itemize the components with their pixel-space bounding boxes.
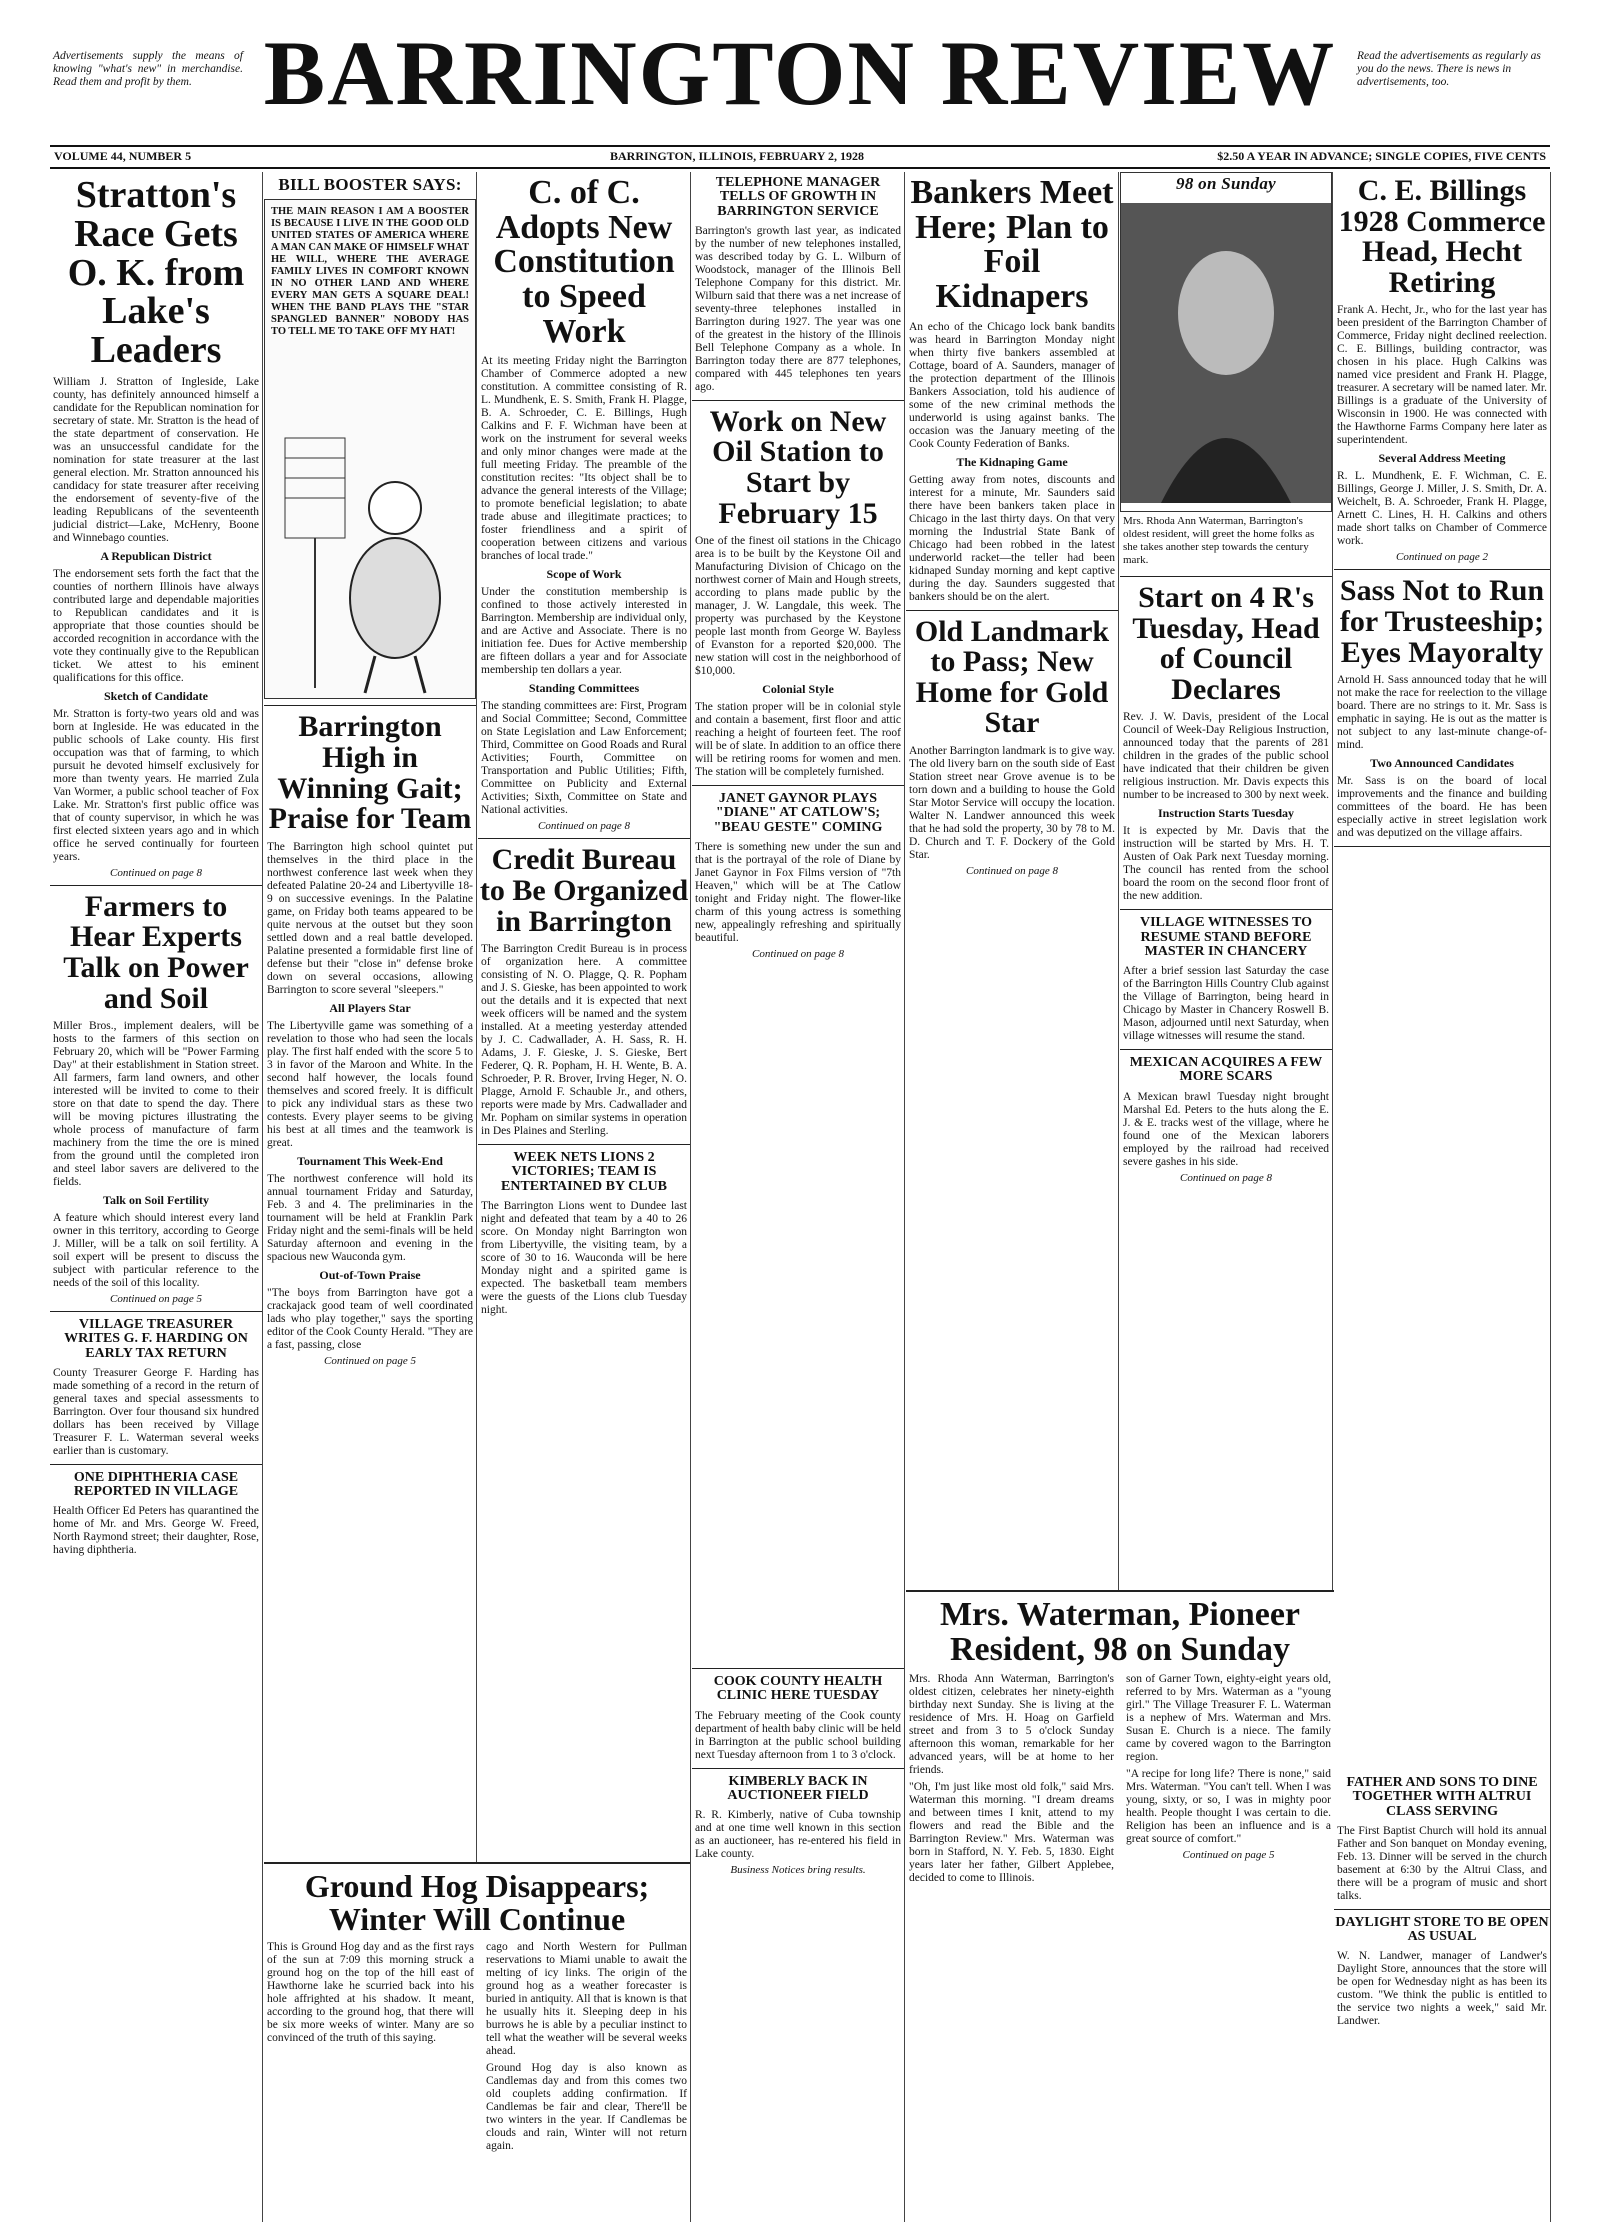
headline-mexican: MEXICAN ACQUIRES A FEW MORE SCARS — [1129, 1055, 1323, 1085]
article-text: Miller Bros., implement dealers, will be hosts to the farmers of this section on February 20, which will be "Power Farming Day" at their establishment in Station street. All farmers, farm land owners, and other interested will be invited to come to their store on that date to spend the day. There will be moving pictures illustrating the whole process of manufacture of farm machinery from the time the ore is mined from the ground until the completed iron and steel labor savers are delivered to the fields. — [53, 1020, 259, 1189]
article-text: One of the finest oil stations in the Chicago area is to be built by the Keystone Oil and Manufacturing Division of Chicago on the northwest corner of Main and Hough streets, according to plans made public by the manager, J. W. Langdale, this week. The property was purchased by the Keystone people last month from George W. Bayless of Evanston for a reported $20,000. The new station will cost in the neighborhood of $10,000. — [695, 535, 901, 678]
bill-booster-cartoon — [264, 199, 476, 699]
subhead: Sketch of Candidate — [103, 688, 208, 703]
photo-caption: Mrs. Rhoda Ann Waterman, Barrington's oldest resident, will greet the home folks as she takes another step towards the century mark. — [1123, 515, 1315, 566]
continued-note: Continued on page 5 — [1182, 1849, 1275, 1862]
divider — [264, 705, 476, 706]
waterman-story — [906, 1590, 1334, 2224]
article-text: The station proper will be in colonial style and contain a basement, first floor and attic reaching a height of fourteen feet. The roof will be of slate. In addition to an office there will be retiring rooms for women and men. The station will be completely furnished. — [695, 701, 901, 779]
subhead: Tournament This Week-End — [297, 1153, 443, 1168]
divider — [1334, 569, 1550, 570]
headline-diphtheria: ONE DIPHTHERIA CASE REPORTED IN VILLAGE — [73, 1469, 239, 1500]
headline-four-rs: Start on 4 R's Tuesday, Head of Council Declares — [1132, 581, 1320, 706]
headline-bankers: Bankers Meet Here; Plan to Foil Kidnapers — [910, 174, 1114, 316]
divider — [906, 610, 1118, 611]
continued-note: Continued on page 5 — [110, 1293, 202, 1306]
divider — [50, 1311, 262, 1312]
headline-landmark: Old Landmark to Pass; New Home for Gold Star — [914, 614, 1110, 740]
headline-farmers: Farmers to Hear Experts Talk on Power and Soil — [63, 889, 249, 1015]
divider — [1120, 576, 1332, 577]
headline-sass: Sass Not to Run for Trusteeship; Eyes Mayoralty — [1339, 574, 1545, 669]
business-notice: Business Notices bring results. — [730, 1864, 866, 1877]
waterman-photo — [1120, 172, 1332, 512]
subhead: Scope of Work — [546, 567, 622, 582]
booster-figure-icon — [265, 398, 475, 698]
article-text: Barrington's growth last year, as indicated by the number of new telephones installed, was described today by G. L. Wilburn of Woodstock, manager of the Illinois Bell Telephone Company for this district. Mr. Wilburn said that there was a net increase of seventy-three telephones installed in Barrington during 1927. The year was one of the greatest in the history of the Illinois Bell Telephone Company as a whole. In Barrington today there are 877 telephones, compared with 445 telephones ten years ago. — [695, 224, 901, 393]
headline-janet-gaynor: JANET GAYNOR PLAYS "DIANE" AT CATLOW'S; "BEAU GESTE" COMING — [713, 791, 883, 835]
article-text: Frank A. Hecht, Jr., who for the last year has been president of the Barrington Chamber of Commerce, Friday night declined reelection. C. E. Billings, building contractor, was chosen in his place. Hugh Calkins was named vice president and Frank H. Plagge, treasurer. A secretary will be named later. Mr. Billings is a graduate of the University of Wisconsin in 1900. He was connected with the Hawthorne Farms Company here later as superintendent. — [1337, 304, 1547, 447]
article-text: Mr. Sass is on the board of local improvements and the finance and building committees of the board. He has been especially active in street legislation work and was deputized on the village affairs. — [1337, 775, 1547, 840]
article-text: The First Baptist Church will hold its annual Father and Son banquet on Monday evening, Feb. 13. Dinner will be served in the church basement at 6:30 by the Altrui Class, and there will be a program of music and short talks. — [1337, 1824, 1547, 1902]
volume-number: VOLUME 44, NUMBER 5 — [54, 149, 192, 163]
headline-oil-station: Work on New Oil Station to Start by February 15 — [709, 404, 887, 530]
subhead: Instruction Starts Tuesday — [1157, 806, 1295, 821]
column-4-lower — [692, 1662, 904, 2222]
article-text: The Libertyville game was something of a revelation to those who had seen the locals play. The first half ended with the score 5 to 3 in favor of the Maroon and White. In the second half however, the locals found themselves and scored freely. It is difficult to pick any individual stars as these two contests. Every player seems to be giving his best at all times and the teamwork is great. — [267, 1019, 473, 1149]
article-text: At its meeting Friday night the Barrington Chamber of Commerce adopted a new constitution. A committee consisting of R. L. Mundhenk, E. S. Smith, Frank H. Plagge, B. A. Schroeder, C. E. Billings, Hugh Calkins and F. F. Wichman have been at work on the instrument for several weeks and only minor changes were made at the full meeting Friday. The preamble of the constitution recites: "Its object shall be to advance the general interests of the Village; to promote beneficial legislation; to abate trade abuse and illegitimate practices; to foster friendliness and a spirit of cooperation between citizens and various branches of local trade." — [481, 355, 687, 563]
divider — [50, 1464, 262, 1465]
article-text: William J. Stratton of Ingleside, Lake county, has definitely announced himself a candidate for the Republican nomination for secretary of state. Mr. Stratton is the head of the state department of conservation. He was an unsuccessful candidate for the nomination for state treasurer at the last general election. Mr. Stratton announced his candidacy for state treasurer after receiving the endorsement of seventy-five of the leading Republicans of the seventeenth judicial district—Lake, McHenry, Boone and Winnebago counties. — [53, 375, 259, 544]
article-text: Ground Hog day is also known as Candlemas day and from this comes two old couplets adding confirmation. If Candlemas be fair and clear, There'll be two winters in the year. If Candlemas be clouds and rain, Winter will not return again. — [486, 2062, 687, 2153]
article-text: This is Ground Hog day and as the first rays of the sun at 7:09 this morning struck a ground hog on the top of the hill east of Hawthorne lake he scurried back into his hole affrighted at his shadow. It meant, according to the ground hog, that there will be six more weeks of winter. Many are so convinced of the truth of this saying. — [267, 1941, 474, 2045]
article-text: Arnold H. Sass announced today that he will not make the race for reelection to the village board. There are no strings to it. Mr. Sass is emphatic in saying. He is out as the matter is not subject to any last-minute change-of-mind. — [1337, 674, 1547, 752]
article-text: County Treasurer George F. Harding has made something of a record in the return of general taxes and special assessments to Barrington. Over four thousand six hundred dollars has been received by Village Treasurer F. L. Waterman several weeks earlier than is customary. — [53, 1366, 259, 1457]
headline-lions: WEEK NETS LIONS 2 VICTORIES; TEAM IS ENTERTAINED BY CLUB — [501, 1150, 667, 1194]
headline-constitution: C. of C. Adopts New Constitution to Speed Work — [493, 174, 675, 350]
article-text: The Barrington Credit Bureau is in process of organization here. A committee consisting of N. O. Plagge, Q. R. Popham and J. S. Gieske, has been appointed to work out the details and it is expected that next week officers will be named and the system installed. At a meeting yesterday attended by J. C. Cadwallader, A. H. Sass, R. H. Adams, J. F. Gieske, J. S. Gieske, Bert Federer, Q. R. Popham, H. H. Wente, B. A. Schroeder, P. R. Brover, Irving Heger, N. O. Plagge, Arnold F. Schauble Jr., and others, reports were made by Mrs. Cadwallader and Mr. Popham on similar systems in operation in Des Plaines and Sterling. — [481, 943, 688, 1138]
article-text: A Mexican brawl Tuesday night brought Marshal Ed. Peters to the huts along the E. J. & E. tracks west of the village, where he found one of the Mexican laborers employed by the railroad had received severe gashes in his side. — [1123, 1090, 1329, 1168]
place-date: BARRINGTON, ILLINOIS, FEBRUARY 2, 1928 — [610, 149, 864, 163]
article-text: Mr. Stratton is forty-two years old and was born at Ingleside. He was educated in the public schools of Lake county. His first occupation was that of farming, to which pursuit he devoted himself exclusively for more than twenty years. He married Zula Van Wormer, a public school teacher of Fox Lake. Mr. Stratton's first public office was that of county supervisor, in which he was first elected sixteen years ago and in which office he served continually for fourteen years. — [53, 707, 259, 863]
subhead: Two Announced Candidates — [1370, 756, 1514, 771]
article-text: Under the constitution membership is confined to those actively interested in Barrington. Membership are individual only, and are Active and Associate. There is no initiation fee. Dues for Active membership are fifteen dollars a year and for Associate membership ten dollars a year. — [481, 586, 687, 677]
article-text: Health Officer Ed Peters has quarantined the home of Mr. and Mrs. George W. Freed, North Raymond street; their daughter, Rose, having diphtheria. — [53, 1505, 259, 1557]
continued-note: Continued on page 8 — [752, 947, 844, 960]
cartoon-speech: THE MAIN REASON I AM A BOOSTER IS BECAUSE I LIVE IN THE GOOD OLD UNITED STATES OF AMERICA WHERE A MAN CAN MAKE OF HIMSELF WHAT HE WILL, WHERE THE AVERAGE FAMILY LIVES IN COMFORT KNOWN IN NO OTHER LAND AND WHERE EVERY MAN GETS A SQUARE DEAL! WHEN THE BAND PLAYS THE "STAR SPANGLED BANNER" NOBODY HAS TO TELL ME TO TAKE OFF MY HAT! — [271, 206, 469, 338]
subhead: Several Address Meeting — [1378, 451, 1506, 466]
headline-father-sons: FATHER AND SONS TO DINE TOGETHER WITH ALTRUI CLASS SERVING — [1346, 1775, 1538, 1819]
headline-bill-booster: BILL BOOSTER SAYS: — [278, 175, 462, 194]
article-text: It is expected by Mr. Davis that the instruction will be started by Mrs. H. T. Austen of Oak Park next Tuesday morning. The council has rented from the school board the room on the second floor front of the new addition. — [1123, 825, 1329, 903]
headline-credit-bureau: Credit Bureau to Be Organized in Barrington — [479, 843, 689, 938]
article-text: Mrs. Rhoda Ann Waterman, Barrington's oldest citizen, celebrates her ninety-eighth birthday next Sunday. She is living at the residence of Mrs. H. Hoag on Garfield street and from 3 to 5 o'clock Sunday afternoon this woman, remarkable for her advanced years, will be at home to her friends. — [909, 1673, 1114, 1777]
portrait-icon — [1121, 203, 1331, 503]
article-text: W. N. Landwer, manager of Landwer's Daylight Store, announces that the store will be open for Wednesday night as has been its custom. "We think the public is entitled to the service two nights a week," said Mr. Landwer. — [1337, 1950, 1547, 2028]
subhead: The Kidnaping Game — [956, 454, 1068, 469]
article-text: Rev. J. W. Davis, president of the Local Council of Week-Day Religious Instruction, announced today that the parents of 281 children in the grades of the public school have indicated that their children be given religious instruction. Mr. Davis expects this number to be increased to 300 by next week. — [1123, 711, 1329, 802]
subhead: Talk on Soil Fertility — [103, 1193, 209, 1208]
column-7-lower — [1334, 1772, 1550, 2222]
article-text: A feature which should interest every land owner in this territory, according to George J. Miller, will be a talk on soil fertility. A soil expert will be present to discuss the subject with particular reference to the needs of the soil of this locality. — [53, 1212, 259, 1290]
subhead: Standing Committees — [528, 681, 640, 696]
article-text: "The boys from Barrington have got a crackajack good team of well coordinated lads who play together," says the sporting editor of the Cook County Herald. "They are a fast, passing, close — [267, 1286, 473, 1351]
article-text: Getting away from notes, discounts and interest for a minute, Mr. Saunders said there have been bankers taken place in Chicago in the last thirty days. On that very morning the Industrial State Bank of Chicago had been robbed in the latest underworld racket—the teller had been kidnaped Sunday morning and kept captive during the day. Saunders suggested that bankers should be on the alert. — [909, 473, 1115, 603]
headline-kimberly: KIMBERLY BACK IN AUCTIONEER FIELD — [727, 1773, 869, 1803]
article-text: The February meeting of the Cook county department of health baby clinic will be held in Barrington at the public school building next Tuesday afternoon from 1 to 3 o'clock. — [695, 1709, 901, 1761]
dateline-bar — [50, 145, 1550, 169]
subhead: Out-of-Town Praise — [319, 1267, 421, 1282]
headline-telephone: TELEPHONE MANAGER TELLS OF GROWTH IN BARRINGTON SERVICE — [715, 175, 881, 219]
article-text: An echo of the Chicago lock bank bandits was heard in Barrington Monday night when thirty five bankers assembled at Cottage, board of A. Saunders, manager of the protection department of the Illinois Bankers Association, told his audience of some of the new criminal methods the underworld is using against banks. The occasion was the January meeting of the Cook County Federation of Banks. — [909, 320, 1115, 450]
headline-daylight-store: DAYLIGHT STORE TO BE OPEN AS USUAL — [1335, 1914, 1549, 1945]
article-text: R. R. Kimberly, native of Cuba township and at one time well known in this section as an auctioneer, has re-entered his field in Lake county. — [695, 1809, 901, 1861]
waterman-columns — [906, 1673, 1334, 1885]
divider — [50, 885, 262, 886]
ground-hog-columns — [264, 1941, 690, 2153]
newspaper-title: BARRINGTON REVIEW — [263, 22, 1337, 124]
headline-treasurer: VILLAGE TREASURER WRITES G. F. HARDING ON EARLY TAX RETURN — [64, 1317, 248, 1361]
article-text: The northwest conference will hold its annual tournament Friday and Saturday, Feb. 3 and 4. The preliminaries in the tournament will be held at Franklin Park Friday night and the semi-finals will be held Saturday afternoon and evening in the spacious new Wauconda gym. — [267, 1172, 473, 1263]
continued-note: Continued on page 2 — [1396, 551, 1488, 564]
headline-ground-hog: Ground Hog Disappears; Winter Will Continue — [304, 1868, 650, 1937]
ground-hog-story — [264, 1862, 690, 2224]
headline-billings: C. E. Billings 1928 Commerce Head, Hecht Retiring — [1338, 174, 1546, 299]
photo-label: 98 on Sunday — [1176, 174, 1276, 193]
ear-right: Read the advertisements as regularly as you do the news. There is news in advertisements, too. — [1357, 50, 1541, 88]
subhead: A Republican District — [100, 548, 212, 563]
masthead — [50, 10, 1550, 145]
subscription-price: $2.50 A YEAR IN ADVANCE; SINGLE COPIES, FIVE CENTS — [1217, 149, 1546, 163]
continued-note: Continued on page 8 — [538, 820, 630, 833]
divider — [1334, 1909, 1550, 1910]
divider — [692, 400, 904, 401]
article-text: There is something new under the sun and that is the portrayal of the role of Diane by Janet Gaynor in Fox Films version of "7th Heaven," which will be at The Catlow tonight and Friday night. The flower-like charm of this young actress is something new, appealingly refreshing and spiritually beautiful. — [695, 840, 901, 944]
continued-note: Continued on page 8 — [966, 865, 1058, 878]
article-text: cago and North Western for Pullman reservations to Miami unable to await the melting of icy links. The origin of the ground hog as a weather forecaster is buried in antiquity. All that is known is that he usually hits it. Sleeping deep in his burrows he is able by a peculiar instinct to tell what the weather will be several weeks ahead. — [486, 1941, 687, 2058]
continued-note: Continued on page 8 — [110, 866, 202, 879]
continued-note: Continued on page 8 — [1180, 1171, 1272, 1184]
divider — [692, 785, 904, 786]
headline-chancery: VILLAGE WITNESSES TO RESUME STAND BEFORE MASTER IN CHANCERY — [1140, 915, 1312, 959]
headline-waterman: Mrs. Waterman, Pioneer Resident, 98 on Sunday — [939, 1596, 1301, 1668]
article-text: The standing committees are: First, Program and Social Committee; Second, Committee on State Legislation and Law Enforcement; Third, Committee on Good Roads and Rural Activities; Fourth, Committee on Transportation and Public Utilities; Fifth, Committee on Publicity and External Activities; Sixth, Committee on State and National activities. — [481, 700, 687, 817]
headline-high-school: Barrington High in Winning Gait; Praise for Team — [268, 710, 472, 836]
continued-note: Continued on page 5 — [324, 1354, 416, 1367]
columns — [50, 172, 1550, 2222]
column-1 — [50, 172, 263, 2222]
article-text: "Oh, I'm just like most old folk," said Mrs. Waterman this morning. "I dream dreams and between times I knit, attend to my flowers and read the Bible and the Barrington Review." Mrs. Waterman was born in Stafford, N. Y. Feb. 5, 1830. Eight years later her father, Gilbert Applebee, decided to come to Illinois. — [909, 1781, 1114, 1885]
subhead: All Players Star — [329, 1000, 411, 1015]
article-text: Another Barrington landmark is to give way. The old livery barn on the south side of East Station street near Grove avenue is to be torn down and a building to house the Gold Star Motor Service will occupy the location. Walter N. Landwer announced this week that he had sold the property, 30 by 78 to M. D. Church and T. F. Dockery of the Gold Star. — [909, 745, 1115, 862]
divider — [1120, 909, 1332, 910]
divider — [1120, 1049, 1332, 1050]
article-text: The Barrington Lions went to Dundee last night and defeated that team by a 40 to 26 score. On Monday night Barrington won from Libertyville, the visiting team, by a score of 30 to 16. Wauconda will be here Monday night and a spirited game is expected. The basketball team members were the guests of the Lions club Tuesday night. — [481, 1199, 687, 1316]
headline-health-clinic: COOK COUNTY HEALTH CLINIC HERE TUESDAY — [713, 1674, 883, 1704]
subhead: Colonial Style — [762, 682, 834, 697]
article-text: The Barrington high school quintet put themselves in the third place in the northwest conference last week when they defeated Palatine 20-24 and Libertyville 18-9 on successive evenings. In the Palatine game, on Friday both teams appeared to be quite nervous at the outset but they soon settled down and a real battle developed. Palatine presented a formidable first line of defense but their "close in" defense broke down on several occasions, allowing Barrington to score several "sleepers." — [267, 840, 473, 996]
ear-left: Advertisements supply the means of knowing "what's new" in merchandise. Read them and profit by them. — [53, 50, 243, 88]
article-text: R. L. Mundhenk, E. F. Wichman, C. E. Billings, George J. Miller, J. S. Smith, Dr. A. Weichelt, B. A. Schroeder, Frank H. Plagge, Arnett C. Lines, H. H. Calkins and others made short talks on Chamber of Commerce work. — [1337, 470, 1547, 548]
divider — [478, 1144, 690, 1145]
divider — [478, 838, 690, 839]
divider — [1334, 846, 1550, 847]
divider — [692, 1668, 904, 1669]
article-text: The endorsement sets forth the fact that the counties of northern Illinois have always contributed large and dependable majorities to Republican candidates and it is appropriate that those counties should be accorded recognition in accordance with the vote they continually give to the Republican ticket. We attest to his eminent qualifications for this office. — [53, 567, 259, 684]
divider — [692, 1768, 904, 1769]
headline-stratton: Stratton's Race Gets O. K. from Lake's Leaders — [67, 174, 245, 371]
article-text: After a brief session last Saturday the case of the Barrington Hills Country Club against the Village of Barrington, being heard in Chicago by Master in Chancery Roswell B. Mason, adjourned until next Saturday, when village witnesses will resume the stand. — [1123, 965, 1329, 1043]
article-text: "A recipe for long life? There is none," said Mrs. Waterman. "You can't tell. When I was young, sixty, or so, I was in mighty poor health. People thought I was certain to die. Religion has been an influence and is a great source of comfort." — [1126, 1768, 1331, 1846]
article-text: son of Garner Town, eighty-eight years old, referred to by Mrs. Waterman as a "young girl." The Village Treasurer F. L. Waterman is a nephew of Mrs. Waterman and Mrs. Susan E. Church is a niece. The family came by covered wagon to the Barrington region. — [1126, 1673, 1331, 1764]
